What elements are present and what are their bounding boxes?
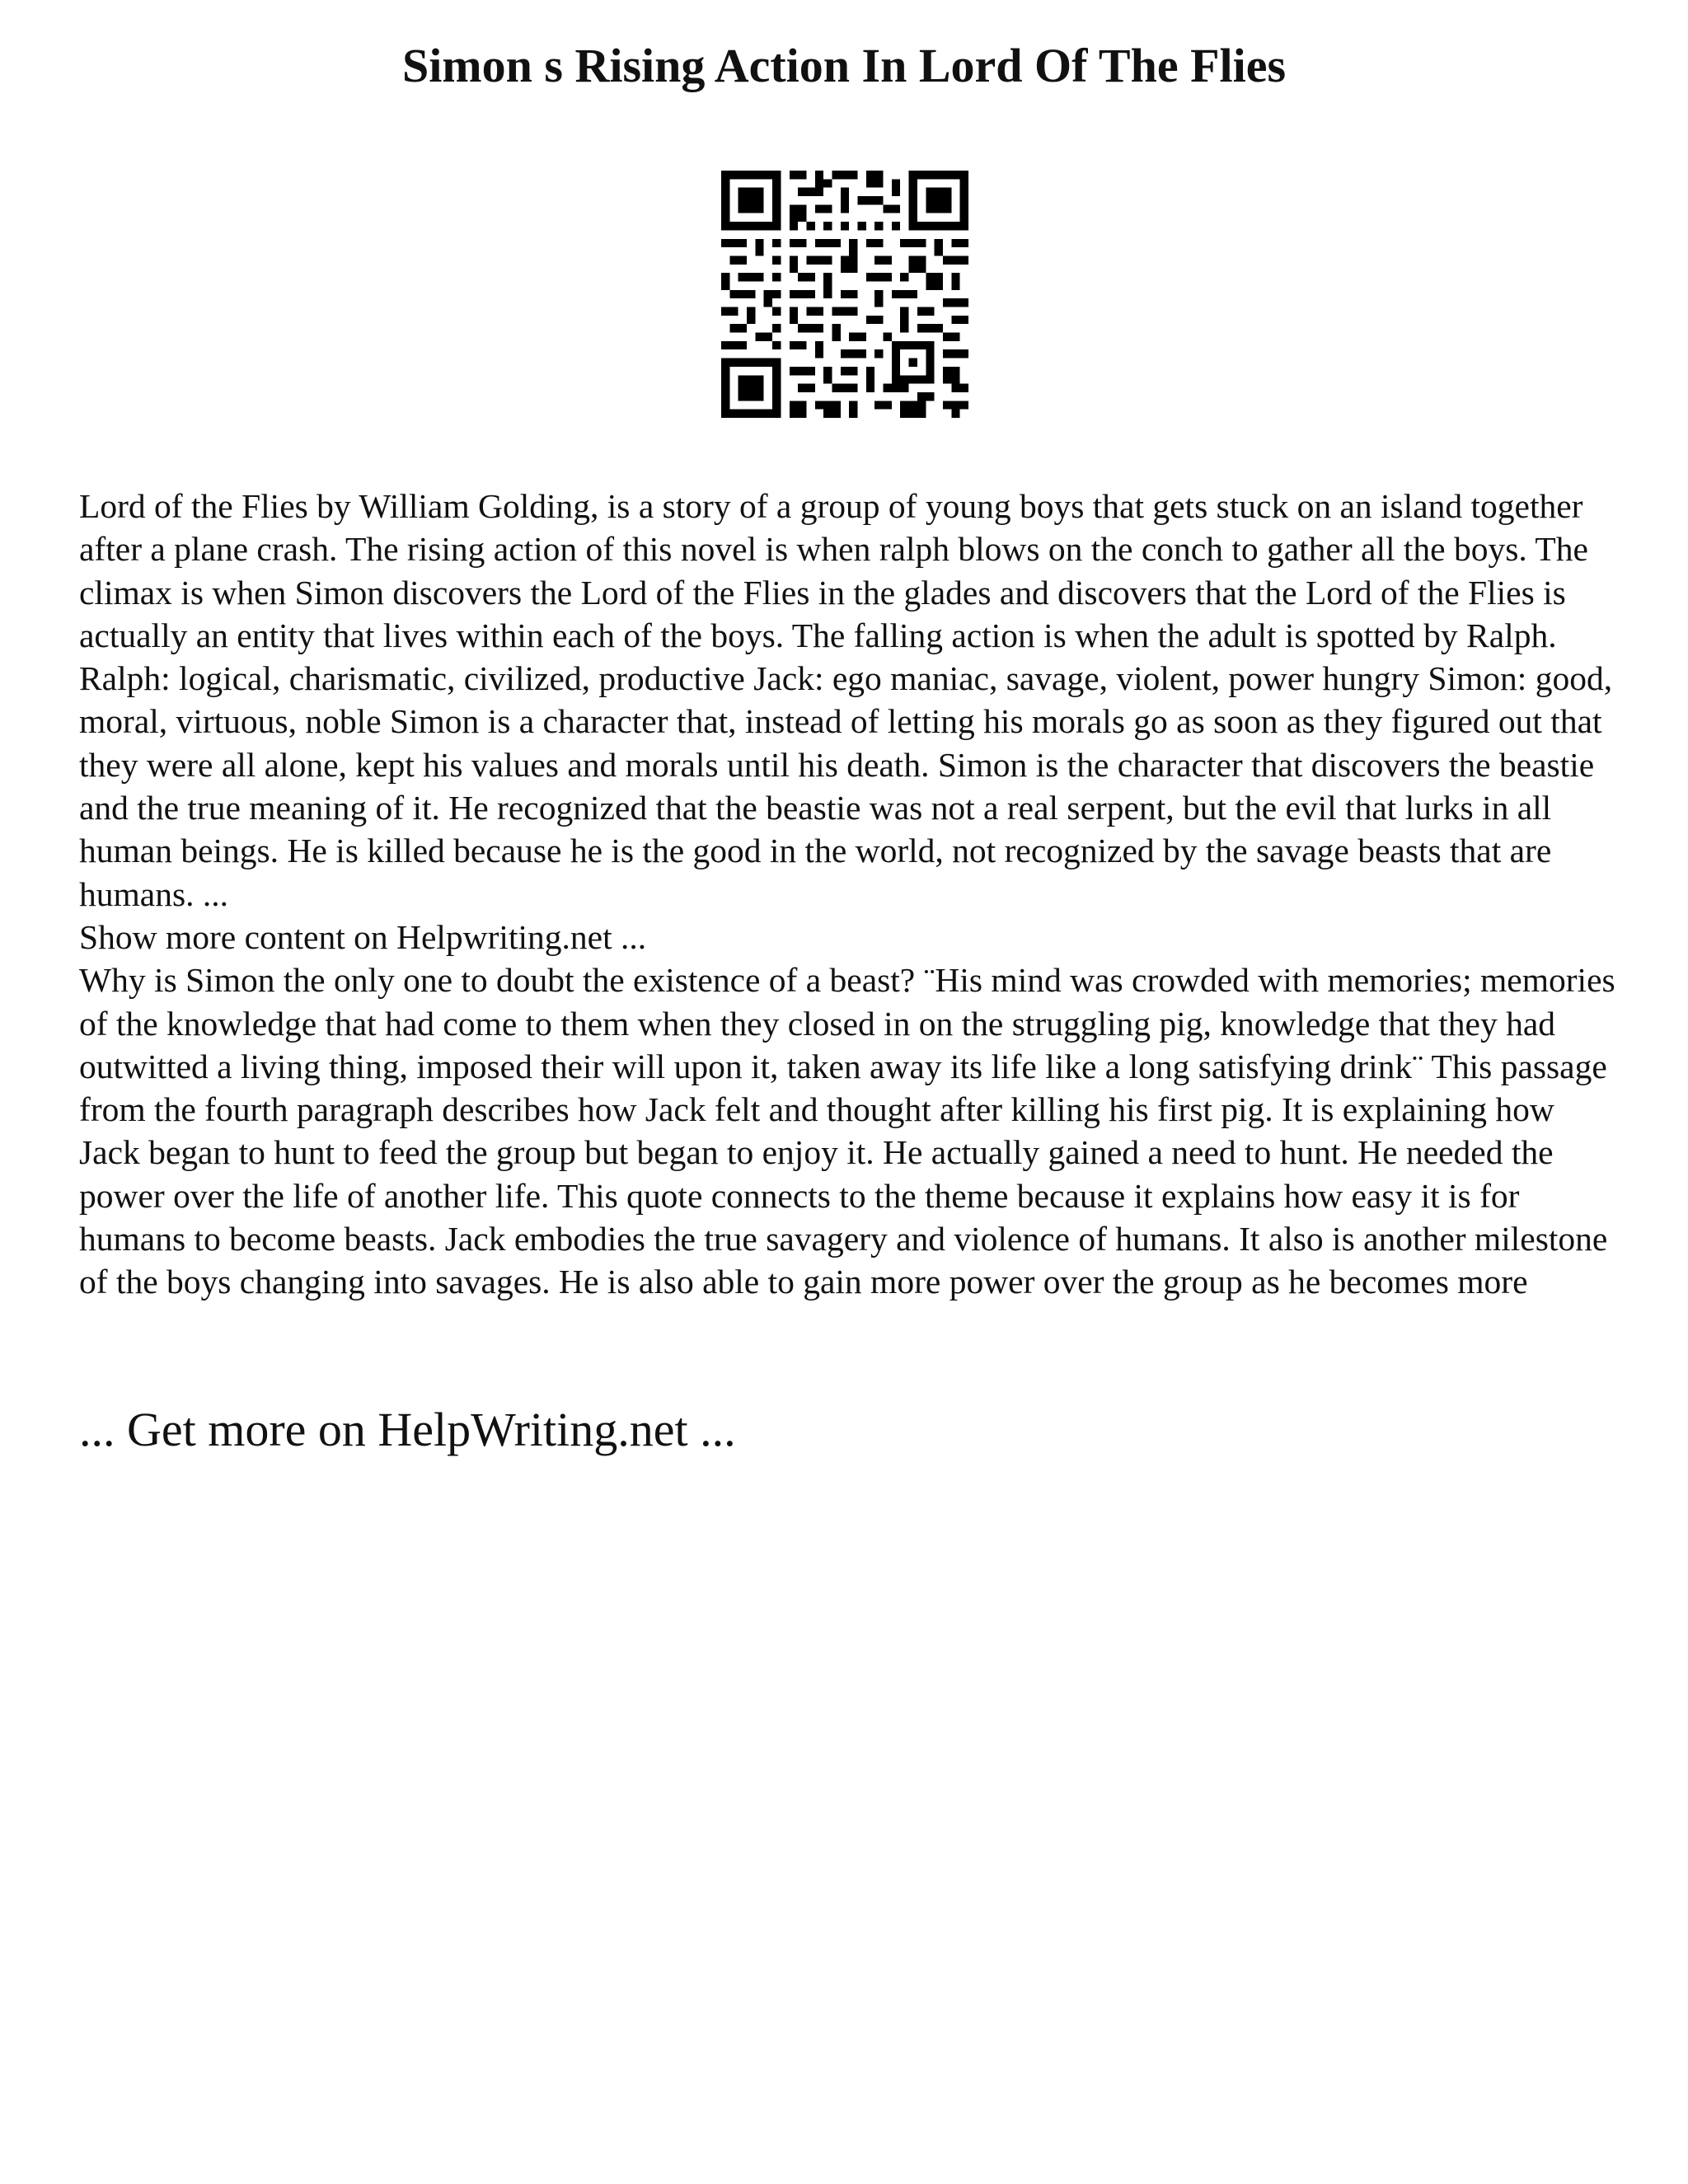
document-title: Simon s Rising Action In Lord Of The Flies: [401, 39, 1287, 92]
article-paragraph: Lord of the Flies by William Golding, is a story of a group of young boys that gets stuck on an island together after a plane crash. The rising action of this novel is when ralph blows on the conch to gather all the boys. The climax is when Simon discovers the Lord of the Flies in the glades and discovers that the Lord of the Flies is actually an entity that lives within each of the boys. The falling action is when the adult is spotted by Ralph. Ralph: logical, charismatic, civilized, productive Jack: ego maniac, savage, violent, power hungry Simon: good, moral, virtuous, noble Simon is a character that, instead of letting his morals go as soon as they figured out that they were all alone, kept his values and morals until his death. Simon is the character that discovers the beastie and the true meaning of it. He recognized that the beastie was not a real serpent, but the evil that lurks in all human beings. He is killed because he is the good in the world, not recognized by the savage beasts that are humans. ...: [79, 487, 1613, 913]
qr-code-icon: [721, 171, 968, 418]
article-paragraph: Why is Simon the only one to doubt the existence of a beast? ¨His mind was crowded with memories; memories of the knowledge that had come to them when they closed in on the struggling pig, knowledge that they had outwitted a living thing, imposed their will upon it, taken away its life like a long satisfying drink¨ This passage from the fourth paragraph describes how Jack felt and thought after killing his first pig. It is explaining how Jack began to hunt to feed the group but began to enjoy it. He actually gained a need to hunt. He needed the power over the life of another life. This quote connects to the theme because it explains how easy it is for humans to become beasts. Jack embodies the true savagery and violence of humans. It also is another milestone of the boys changing into savages. He is also able to gain more power over the group as he becomes more: [79, 961, 1615, 1301]
show-more-link[interactable]: Show more content on Helpwriting.net ...: [79, 917, 647, 956]
article-body: [79, 485, 1620, 1304]
get-more-link[interactable]: ... Get more on HelpWriting.net ...: [79, 1403, 736, 1456]
